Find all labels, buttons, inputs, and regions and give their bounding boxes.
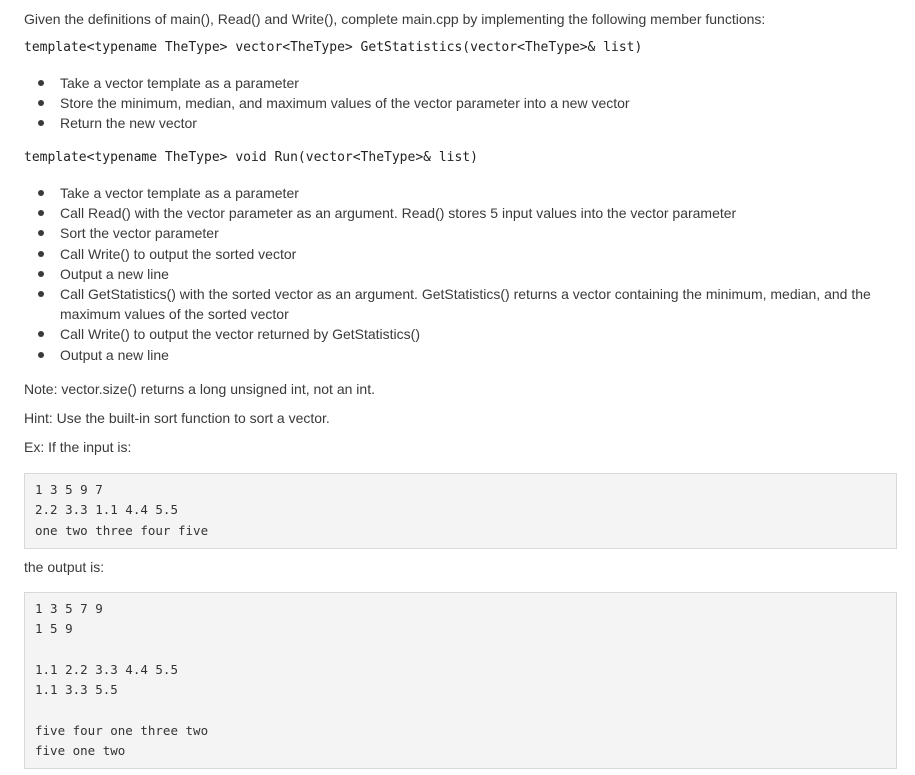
output-line: 1.1 2.2 3.3 4.4 5.5 <box>35 661 178 677</box>
run-signature: template<typename TheType> void Run(vector<TheType>& list) <box>24 150 478 165</box>
input-line: 2.2 3.3 1.1 4.4 5.5 <box>35 502 178 518</box>
list-item: Call GetStatistics() with the sorted vector as an argument. GetStatistics() returns a vector containing the minimum, median, and the maximum values of the sorted vector <box>60 284 915 324</box>
list-item: Call Write() to output the sorted vector <box>60 244 915 264</box>
output-line: 1 3 5 7 9 <box>35 601 103 616</box>
output-intro-text: the output is: <box>24 559 105 575</box>
example-intro-text: Ex: If the input is: <box>24 439 132 455</box>
output-line: 1.1 3.3 5.5 <box>35 682 118 698</box>
output-line: 1 5 9 <box>35 621 73 637</box>
list-item: Output a new line <box>60 345 915 365</box>
list-item: Call Write() to output the vector returned by GetStatistics() <box>60 324 915 344</box>
example-input-block <box>24 473 897 549</box>
output-line <box>35 700 886 720</box>
input-line: 1 3 5 9 7 <box>35 482 103 497</box>
output-line: five four one three two <box>35 722 209 738</box>
getstatistics-signature: template<typename TheType> vector<TheType> GetStatistics(vector<TheType>& list) <box>24 40 643 55</box>
list-item: Take a vector template as a parameter <box>60 183 915 203</box>
output-line <box>35 640 886 660</box>
output-line: five one two <box>35 743 126 759</box>
list-item: Store the minimum, median, and maximum values of the vector parameter into a new vector <box>60 93 915 113</box>
list-item: Sort the vector parameter <box>60 223 915 243</box>
run-requirements <box>24 183 915 365</box>
hint-text: Hint: Use the built-in sort function to sort a vector. <box>24 410 330 426</box>
input-line: one two three four five <box>35 522 209 538</box>
list-item: Take a vector template as a parameter <box>60 73 915 93</box>
intro-text: Given the definitions of main(), Read() and Write(), complete main.cpp by implementing the following member functions: <box>24 11 766 27</box>
note-text: Note: vector.size() returns a long unsigned int, not an int. <box>24 381 375 397</box>
list-item: Output a new line <box>60 264 915 284</box>
getstatistics-requirements <box>24 73 915 134</box>
list-item: Return the new vector <box>60 113 915 133</box>
list-item: Call Read() with the vector parameter as an argument. Read() stores 5 input values into the vector parameter <box>60 203 915 223</box>
example-output-block <box>24 592 897 769</box>
